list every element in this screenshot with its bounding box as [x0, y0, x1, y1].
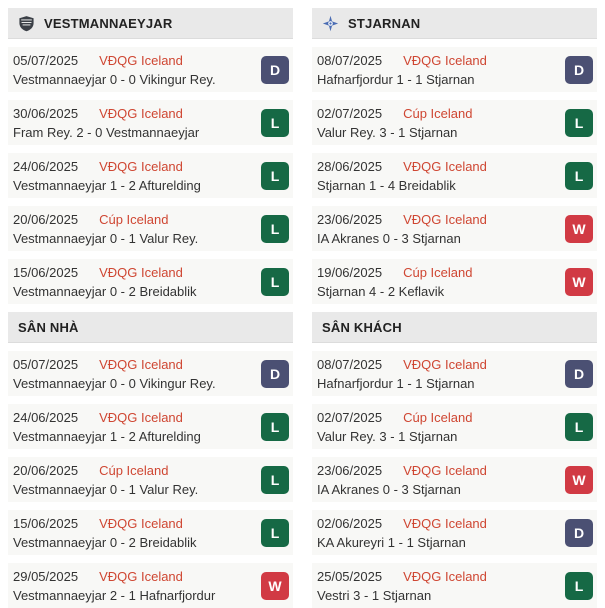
result-badge: L — [261, 413, 289, 441]
match-row[interactable] — [312, 351, 597, 396]
match-info — [317, 211, 487, 247]
result-badge: L — [565, 413, 593, 441]
match-row[interactable] — [8, 153, 293, 198]
result-badge: W — [565, 268, 593, 296]
league-link[interactable]: VĐQG Iceland — [99, 356, 183, 372]
match-fixture: Vestri 3 - 1 Stjarnan — [317, 587, 432, 603]
result-badge: L — [565, 109, 593, 137]
league-link[interactable]: VĐQG Iceland — [403, 356, 487, 372]
match-row[interactable] — [8, 259, 293, 304]
match-date: 20/06/2025 — [13, 462, 79, 478]
league-link[interactable]: VĐQG Iceland — [403, 52, 487, 68]
league-link[interactable]: Cúp Iceland — [99, 462, 169, 478]
league-link[interactable]: Cúp Iceland — [403, 409, 473, 425]
league-link[interactable]: VĐQG Iceland — [99, 409, 183, 425]
left-team-column — [8, 8, 293, 608]
match-row[interactable] — [312, 100, 597, 145]
match-fixture: Vestmannaeyjar 0 - 2 Breidablik — [13, 283, 197, 299]
league-link[interactable]: VĐQG Iceland — [403, 158, 487, 174]
result-badge: L — [261, 215, 289, 243]
match-row[interactable] — [8, 457, 293, 502]
match-info — [13, 105, 199, 141]
match-info — [13, 409, 201, 445]
section-title: SÂN KHÁCH — [322, 319, 402, 335]
result-badge: W — [261, 572, 289, 600]
match-row[interactable] — [312, 153, 597, 198]
match-date: 24/06/2025 — [13, 409, 79, 425]
league-link[interactable]: Cúp Iceland — [403, 105, 473, 121]
match-date: 02/07/2025 — [317, 105, 383, 121]
league-link[interactable]: VĐQG Iceland — [99, 568, 183, 584]
league-link[interactable]: Cúp Iceland — [99, 211, 169, 227]
result-badge: L — [261, 268, 289, 296]
match-row[interactable] — [312, 510, 597, 555]
match-date: 08/07/2025 — [317, 356, 383, 372]
league-link[interactable]: VĐQG Iceland — [403, 515, 487, 531]
match-info — [13, 211, 198, 247]
result-badge: W — [565, 466, 593, 494]
match-info — [13, 158, 201, 194]
match-fixture: Vestmannaeyjar 0 - 1 Valur Rey. — [13, 230, 199, 246]
stjarnan-star-icon — [322, 15, 339, 32]
match-fixture: Vestmannaeyjar 2 - 1 Hafnarfjordur — [13, 587, 216, 603]
vestmannaeyjar-crest-icon — [18, 15, 35, 32]
match-date: 29/05/2025 — [13, 568, 79, 584]
match-info — [317, 52, 487, 88]
match-fixture: Vestmannaeyjar 0 - 0 Vikingur Rey. — [13, 71, 216, 87]
team-name: STJARNAN — [348, 15, 421, 31]
team-header-stjarnan[interactable] — [312, 8, 597, 39]
result-badge: W — [565, 215, 593, 243]
match-fixture: Stjarnan 1 - 4 Breidablik — [317, 177, 456, 193]
result-badge: D — [565, 56, 593, 84]
match-fixture: Vestmannaeyjar 1 - 2 Afturelding — [13, 428, 201, 444]
match-row[interactable] — [8, 100, 293, 145]
match-fixture: IA Akranes 0 - 3 Stjarnan — [317, 230, 461, 246]
match-info — [317, 264, 472, 300]
result-badge: L — [565, 572, 593, 600]
match-date: 30/06/2025 — [13, 105, 79, 121]
result-badge: L — [261, 109, 289, 137]
match-row[interactable] — [312, 457, 597, 502]
match-date: 23/06/2025 — [317, 462, 383, 478]
section-title: SÂN NHÀ — [18, 319, 79, 335]
match-row[interactable] — [312, 206, 597, 251]
match-row[interactable] — [312, 259, 597, 304]
section-header-away — [312, 312, 597, 343]
match-fixture: Valur Rey. 3 - 1 Stjarnan — [317, 428, 458, 444]
match-fixture: KA Akureyri 1 - 1 Stjarnan — [317, 534, 466, 550]
match-fixture: Hafnarfjordur 1 - 1 Stjarnan — [317, 375, 475, 391]
match-date: 08/07/2025 — [317, 52, 383, 68]
section-header-home — [8, 312, 293, 343]
match-date: 24/06/2025 — [13, 158, 79, 174]
league-link[interactable]: VĐQG Iceland — [99, 158, 183, 174]
match-fixture: IA Akranes 0 - 3 Stjarnan — [317, 481, 461, 497]
match-info — [13, 356, 216, 392]
match-date: 05/07/2025 — [13, 52, 79, 68]
match-date: 15/06/2025 — [13, 515, 79, 531]
match-date: 02/07/2025 — [317, 409, 383, 425]
match-date: 28/06/2025 — [317, 158, 383, 174]
match-fixture: Valur Rey. 3 - 1 Stjarnan — [317, 124, 458, 140]
match-date: 02/06/2025 — [317, 515, 383, 531]
match-row[interactable] — [312, 404, 597, 449]
league-link[interactable]: VĐQG Iceland — [403, 568, 487, 584]
league-link[interactable]: VĐQG Iceland — [99, 515, 183, 531]
result-badge: L — [261, 162, 289, 190]
league-link[interactable]: VĐQG Iceland — [403, 211, 487, 227]
match-info — [13, 264, 197, 300]
match-row[interactable] — [312, 563, 597, 608]
league-link[interactable]: VĐQG Iceland — [99, 105, 183, 121]
match-row[interactable] — [8, 404, 293, 449]
match-date: 23/06/2025 — [317, 211, 383, 227]
right-team-column — [312, 8, 597, 608]
match-info — [317, 105, 472, 141]
match-row[interactable] — [8, 510, 293, 555]
match-fixture: Vestmannaeyjar 0 - 0 Vikingur Rey. — [13, 375, 216, 391]
match-info — [317, 515, 487, 551]
match-date: 25/05/2025 — [317, 568, 383, 584]
match-info — [317, 462, 487, 498]
match-fixture: Vestmannaeyjar 0 - 2 Breidablik — [13, 534, 197, 550]
match-info — [317, 158, 487, 194]
match-row[interactable] — [8, 563, 293, 608]
team-name: VESTMANNAEYJAR — [44, 15, 173, 31]
match-row[interactable] — [8, 47, 293, 92]
match-info — [13, 515, 197, 551]
result-badge: D — [261, 56, 289, 84]
league-link[interactable]: VĐQG Iceland — [403, 462, 487, 478]
league-link[interactable]: VĐQG Iceland — [99, 52, 183, 68]
match-fixture: Hafnarfjordur 1 - 1 Stjarnan — [317, 71, 475, 87]
match-fixture: Vestmannaeyjar 1 - 2 Afturelding — [13, 177, 201, 193]
match-date: 20/06/2025 — [13, 211, 79, 227]
league-link[interactable]: VĐQG Iceland — [99, 264, 183, 280]
team-header-vestmannaeyjar[interactable] — [8, 8, 293, 39]
match-date: 05/07/2025 — [13, 356, 79, 372]
result-badge: L — [565, 162, 593, 190]
result-badge: D — [261, 360, 289, 388]
match-info — [13, 568, 215, 604]
match-info — [13, 462, 198, 498]
match-fixture: Fram Rey. 2 - 0 Vestmannaeyjar — [13, 124, 200, 140]
match-date: 19/06/2025 — [317, 264, 383, 280]
match-info — [317, 356, 487, 392]
result-badge: D — [565, 519, 593, 547]
match-fixture: Stjarnan 4 - 2 Keflavik — [317, 283, 445, 299]
result-badge: L — [261, 466, 289, 494]
match-fixture: Vestmannaeyjar 0 - 1 Valur Rey. — [13, 481, 199, 497]
match-info — [13, 52, 216, 88]
result-badge: D — [565, 360, 593, 388]
result-badge: L — [261, 519, 289, 547]
match-row[interactable] — [8, 206, 293, 251]
league-link[interactable]: Cúp Iceland — [403, 264, 473, 280]
match-info — [317, 568, 487, 604]
match-row[interactable] — [312, 47, 597, 92]
match-row[interactable] — [8, 351, 293, 396]
match-date: 15/06/2025 — [13, 264, 79, 280]
match-info — [317, 409, 472, 445]
